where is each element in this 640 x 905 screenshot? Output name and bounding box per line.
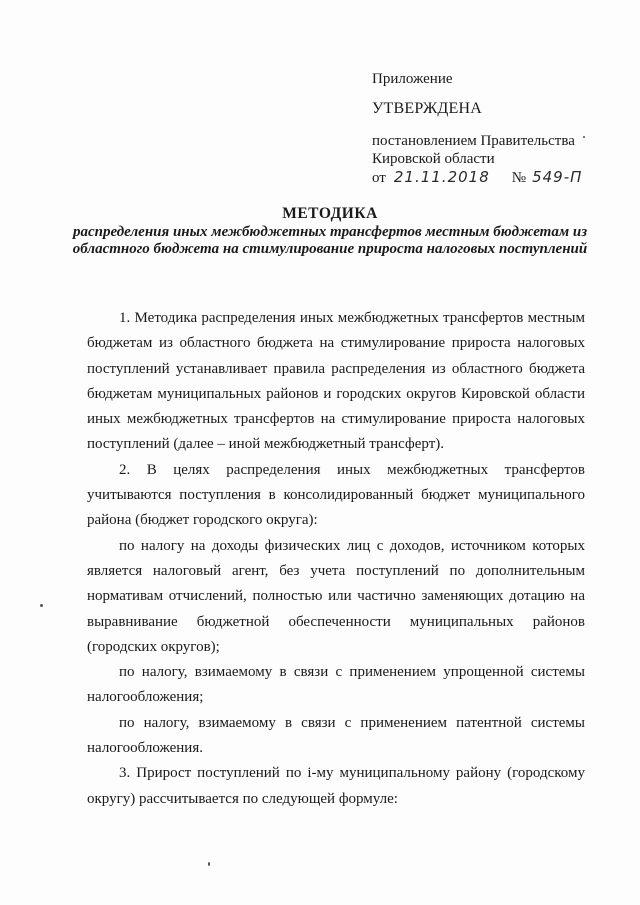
scan-speck: [40, 604, 43, 607]
paragraph-5: по налогу, взимаемому в связи с применением патентной системы налогообложения.: [87, 714, 585, 757]
number-label: №: [511, 170, 527, 186]
title-subtitle: распределения иных межбюджетных трансфертов местным бюджетам из областного бюджета на стимулирование прироста налоговых поступлений: [72, 224, 588, 257]
paragraph-2: 2. В целях распределения иных межбюджетных трансфертов учитываются поступления в консолидированный бюджет муниципального района (бюджет городского округа):: [87, 461, 585, 529]
handwritten-number: 549-П: [532, 168, 583, 186]
paragraph-1: 1. Методика распределения иных межбюджетных трансфертов местным бюджетам из областного бюджета на стимулирование прироста налоговых поступлений устанавливает правила распределения из областного бюджета бюджетам муниципальных районов и городских округов Кировской области иных межбюджетных трансфертов на стимулирование прироста налоговых поступлений (далее – иной межбюджетный трансферт).: [87, 310, 585, 453]
date-number-line: [372, 168, 622, 187]
appendix-label: Приложение: [372, 71, 453, 87]
title-main: МЕТОДИКА: [282, 205, 378, 222]
paragraph-4: по налогу, взимаемому в связи с применением упрощенной системы налогообложения;: [87, 664, 585, 706]
paragraph-6: 3. Прирост поступлений по i-му муниципальному району (городскому округу) рассчитывается по следующей формуле:: [87, 765, 585, 807]
approval-block: [372, 70, 622, 187]
scan-speck: [583, 136, 585, 138]
handwritten-date: 21.11.2018: [393, 168, 490, 186]
resolution-line-1: постановлением Правительства: [372, 133, 575, 149]
scan-speck: [208, 862, 210, 866]
resolution-line-2: Кировской области: [372, 151, 495, 167]
approved-label: УТВЕРЖДЕНА: [372, 100, 483, 117]
paragraph-3: по налогу на доходы физических лиц с доходов, источником которых является налоговый агент, без учета поступлений по дополнительным нормативам отчислений, полностью или частично заменяющих дотацию на выравнивание бюджетной обеспеченности муниципальных районов (городских округов);: [87, 537, 585, 655]
date-prefix: от: [372, 170, 386, 186]
document-title: [60, 205, 600, 258]
document-body: [87, 306, 585, 812]
